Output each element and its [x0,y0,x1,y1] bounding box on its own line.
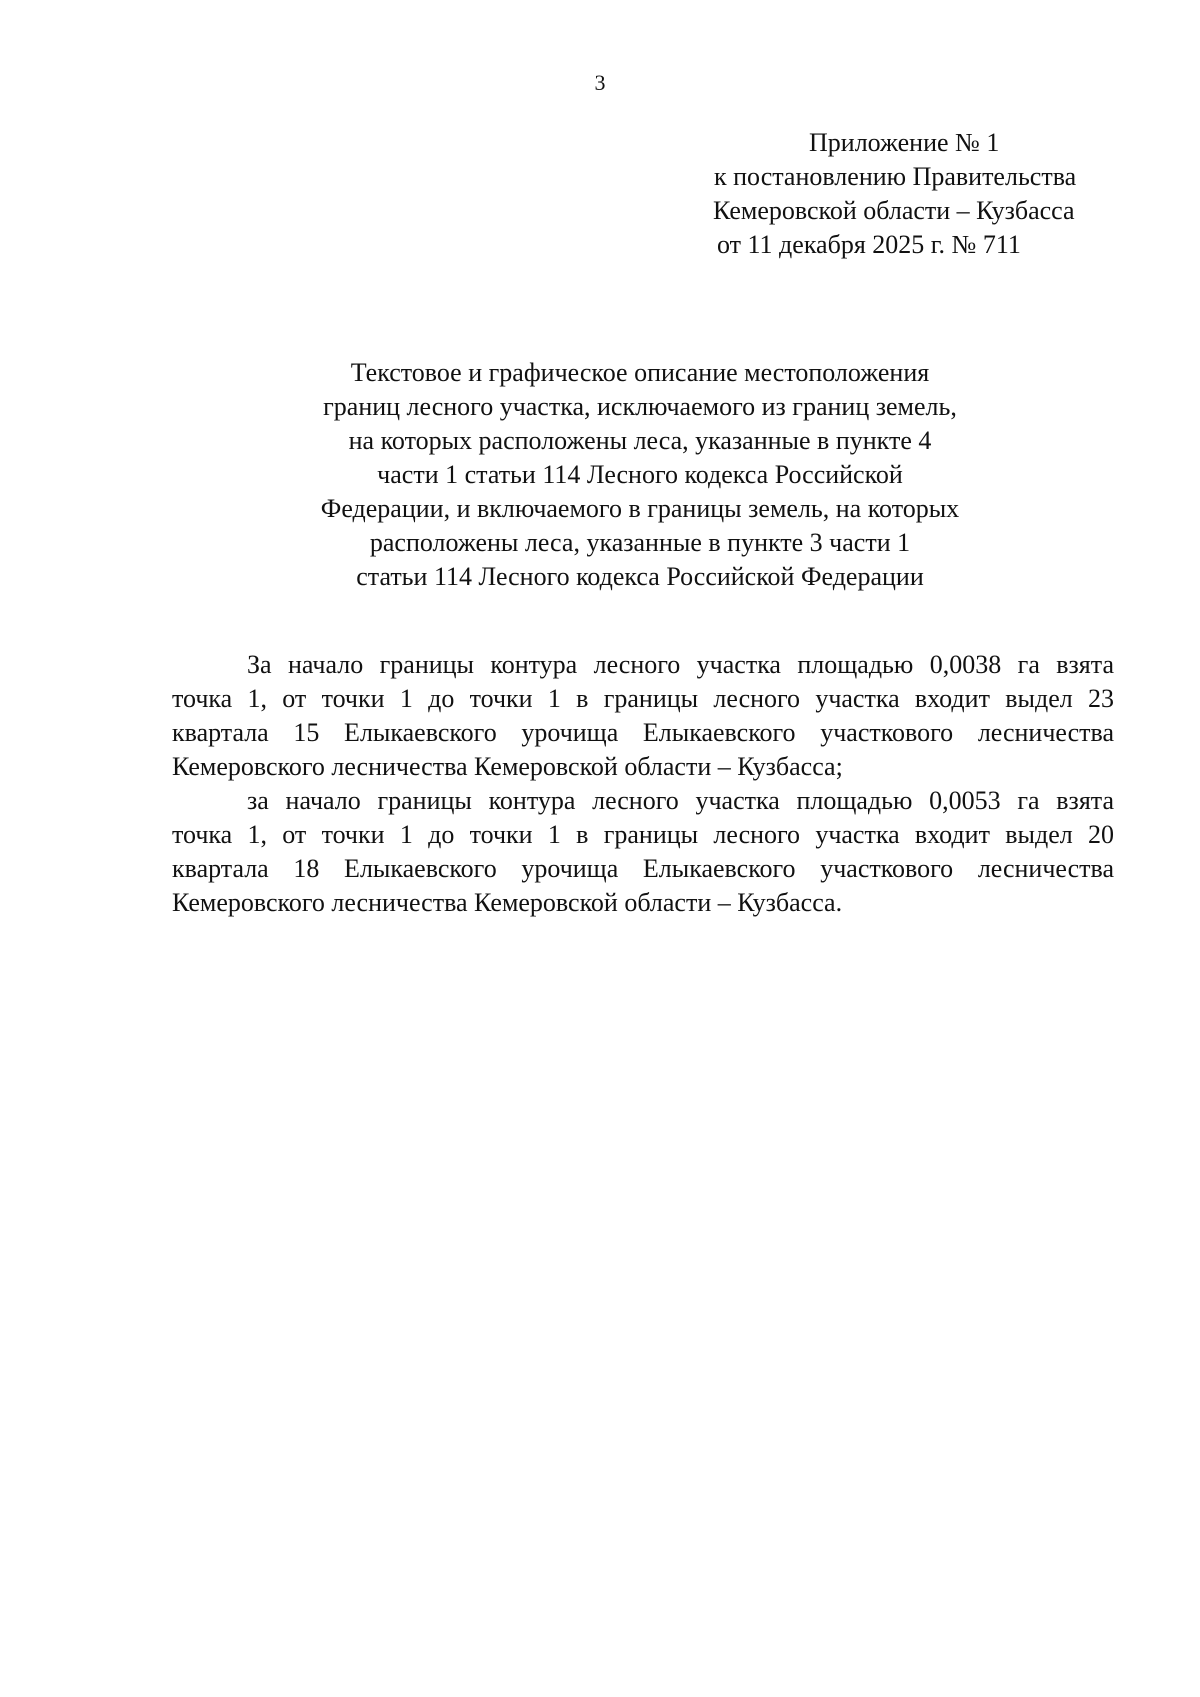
appendix-number: Приложение № 1 [809,128,1000,157]
paragraph-1 [172,648,1114,784]
body-line: Кемеровского лесничества Кемеровской области – Кузбасса; [172,752,843,781]
title-line: Федерации, и включаемого в границы земель, на которых [320,494,960,523]
document-body [172,648,1114,920]
appendix-header [700,126,1120,262]
body-line: точка 1, от точки 1 до точки 1 в границы лесного участка входит выдел 23 [172,684,1114,713]
page-number: 3 [594,70,606,95]
body-line: точка 1, от точки 1 до точки 1 в границы лесного участка входит выдел 20 [172,820,1114,849]
body-line: Кемеровского лесничества Кемеровской области – Кузбасса. [172,888,843,917]
title-line: статьи 114 Лесного кодекса Российской Федерации [356,562,924,591]
title-line: расположены леса, указанные в пункте 3 части 1 [369,528,911,557]
title-line: Текстовое и графическое описание местоположения [350,358,930,387]
paragraph-2 [172,784,1114,920]
appendix-region: Кемеровской области – Кузбасса [713,196,1075,225]
body-line: квартала 18 Елыкаевского урочища Елыкаевского участкового лесничества [172,854,1114,883]
document-title [170,356,1110,594]
appendix-date: от 11 декабря 2025 г. № 711 [717,230,1021,259]
body-line: за начало границы контура лесного участка площадью 0,0053 га взята [247,786,1114,815]
title-line: границ лесного участка, исключаемого из границ земель, [323,392,957,421]
title-line: части 1 статьи 114 Лесного кодекса Российской [377,460,903,489]
body-line: За начало границы контура лесного участка площадью 0,0038 га взята [247,650,1114,679]
appendix-reference: к постановлению Правительства [714,162,1077,191]
body-line: квартала 15 Елыкаевского урочища Елыкаевского участкового лесничества [172,718,1114,747]
title-line: на которых расположены леса, указанные в пункте 4 [348,426,932,455]
